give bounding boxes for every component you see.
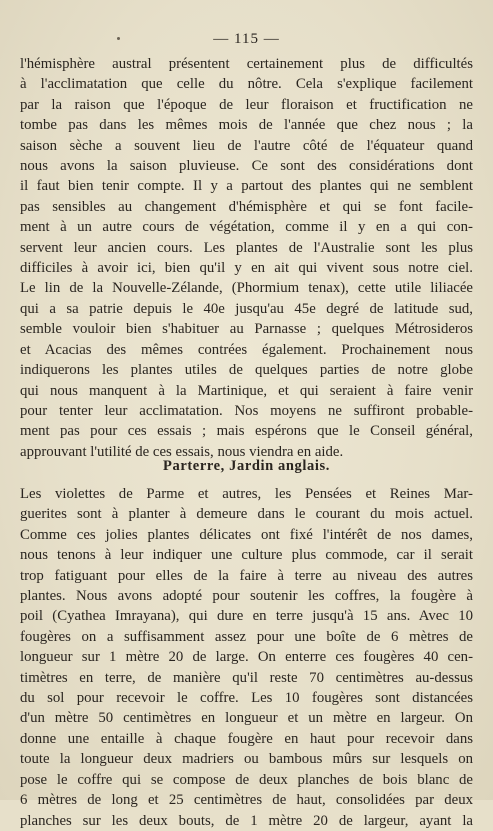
text-line: saison sèche a souvent lieu de l'autre côté de l'équateur quand [20,137,473,154]
text-line: à l'acclimatation que celle du nôtre. Cela s'explique facilement [20,76,473,93]
text-line: il faut bien tenir compte. Il y a partout des plantes qui ne semblent [20,178,473,195]
text-line: pose le coffre qui se compose de deux planches de bois blanc de [20,771,473,788]
text-line: nous avons la saison pluvieuse. Ce sont des considérations dont [20,158,473,175]
text-line: d'un mètre 50 centimètres en longueur et un mètre en largeur. On [20,710,473,727]
text-line: par la raison que l'époque de leur floraison et fructification ne [20,96,473,113]
text-line: pas sensibles au changement d'hémisphère et qui se font facile- [20,198,473,215]
section-heading: Parterre, Jardin anglais. [163,458,330,474]
paragraph-1 [20,54,473,462]
text-line: qui a sa patrie depuis le 40e jusqu'au 45e degré de latitude sud, [20,300,473,317]
text-line: tombe pas dans les mêmes mois de l'année que chez nous ; la [20,117,473,134]
text-line: servent leur ancien cours. Les plantes de l'Australie sont les plus [20,239,473,256]
text-line: planches sur les deux bouts, de 1 mètre 20 de largeur, ayant la [20,812,473,829]
text-line: ment à un autre cours de végétation, comme il y en a qui con- [20,219,473,236]
text-line: qui nous manquent à la Martinique, et qui seraient à faire venir [20,382,473,399]
text-line: ment pas pour ces essais ; mais espérons que le Conseil général, [20,423,473,440]
text-line: Comme ces jolies plantes délicates ont fixé l'intérêt de nos dames, [20,526,473,543]
text-line: 6 mètres de long et 25 centimètres de haut, consolidées par deux [20,792,473,809]
text-line: difficiles à avoir ici, bien qu'il y en ait qui vivent sous notre ciel. [20,260,473,277]
text-line: Les violettes de Parme et autres, les Pensées et Reines Mar- [20,486,473,502]
text-line: semble vouloir bien s'habituer au Parnasse ; quelques Métrosideros [20,321,473,338]
text-line: donne une entaille à chaque fougère en haut pour recevoir dans [20,730,473,747]
text-line: nous tenons à leur indiquer une culture plus commode, car il serait [20,547,473,564]
text-line: pour tenter leur acclimatation. Nos moyens ne suffiront probable- [20,402,473,419]
text-line: plantes. Nous avons adopté pour soutenir les coffres, la fougère à [20,588,473,605]
text-line: l'hémisphère austral présentent certainement plus de difficultés [20,56,473,72]
text-line: longueur sur 1 mètre 20 de large. On enterre ces fougères 40 cen- [20,649,473,666]
text-line: trop fatiguant pour elles de la faire à terre au niveau des autres [20,567,473,584]
text-line: indiquerons les plantes utiles de quelques parties de notre globe [20,362,473,379]
text-line: et Acacias des mêmes contrées également. Prochainement nous [20,341,473,358]
page-number: — 115 — [213,31,280,47]
text-line: poil (Cyathea Imrayana), qui dure en terre jusqu'à 15 ans. Avec 10 [20,608,473,625]
text-line: approuvant l'utilité de ces essais, nous viendra en aide. [20,443,344,460]
text-line: guerites sont à planter à demeure dans le courant du mois actuel. [20,506,473,523]
text-line: du sol pour recevoir le coffre. Les 10 fougères sont distancées [20,690,473,707]
text-line: fougères on a suffisamment assez pour une boîte de 6 mètres de [20,628,473,645]
text-line: timètres en terre, de manière qu'il reste 70 centimètres au-dessus [20,669,473,686]
text-line: Le lin de la Nouvelle-Zélande, (Phormium tenax), cette utile liliacée [20,280,473,297]
text-line: toute la longueur deux madriers ou bambous mûrs sur lesquels on [20,751,473,768]
paragraph-2 [20,484,473,831]
